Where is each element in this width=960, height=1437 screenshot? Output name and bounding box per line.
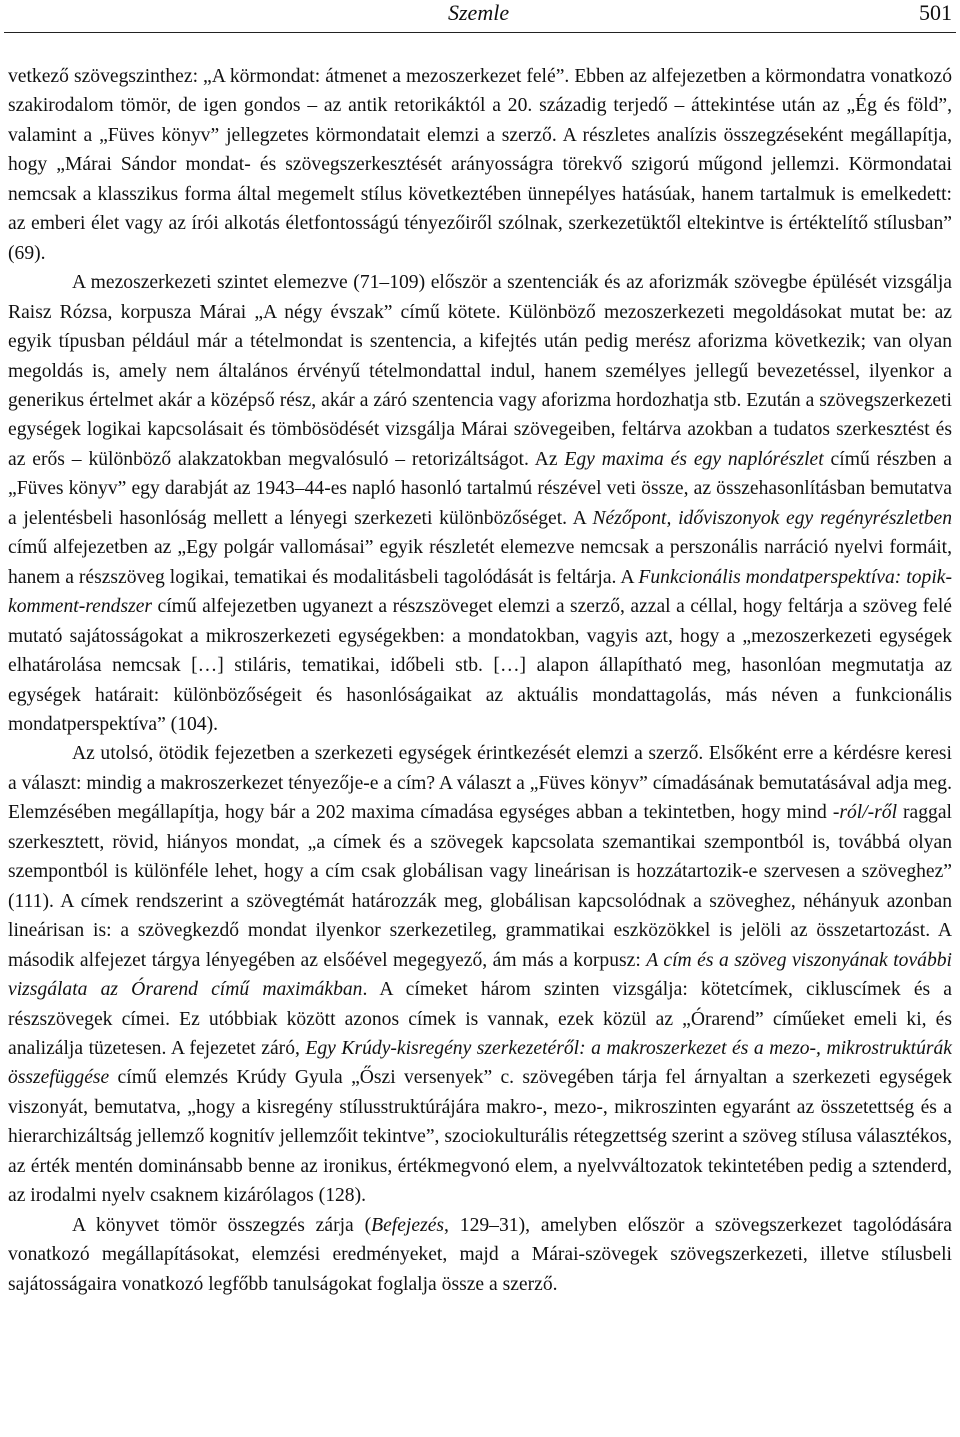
italic-title-run: Egy maxima és egy naplórészlet xyxy=(564,448,824,470)
header-rule xyxy=(4,32,956,33)
running-title: Szemle xyxy=(448,0,510,25)
journal-page xyxy=(8,0,952,1437)
italic-title-run: Funkcionális mondatperspektíva: topik-komment-rendszer xyxy=(8,566,952,618)
italic-title-run: Egy Krúdy-kisregény szerkezetéről: a makroszerkezet és a mezo-, mikrostruktúrák összefüggése xyxy=(8,1037,952,1089)
text-run: című részben a „Füves könyv” egy darabját az 1943–44-es napló hasonló tartalmú részével veti össze, az összehasonlításban bemutatva a jelentésbeli hasonlóság mellett a lényegi szerkezeti különbözőséget. A xyxy=(8,448,953,529)
text-run: című alfejezetben ugyanezt a részszöveget elemzi a szerző, azzal a céllal, hogy feltárja a szöveg felé mutató sajátosságokat a mikroszerkezeti egységekben: a mondatokban, vagyis azt, hogy a „mezoszerkezeti egységek elhatárolása nemcsak […] stiláris, tematikai, időbeli stb. […] alapon állapítható meg, hasonlóan megmutatja az egységek határait: különbözőségeit és hasonlóságaikat az aktuális mondattagolás, más néven a funkcionális mondatperspektíva” (104). xyxy=(8,596,952,735)
text-run: Az utolsó, ötödik fejezetben a szerkezeti egységek érintkezését elemzi a szerző. Elsőként erre a kérdésre keresi a választ: mindig a makroszerkezet tényezője-e a cím? A választ a „Füves könyv” címadásának bemutatásával adja meg. Elemzésében megállapítja, hogy bár a 202 maxima címadása egységes abban a tekintetben, hogy mind xyxy=(8,743,952,824)
italic-title-run: Befejezés xyxy=(371,1214,445,1236)
page-number: 501 xyxy=(919,0,952,25)
text-run: című alfejezetben az „Egy polgár vallomásai” egyik részletét elemezve nemcsak a perszonális narráció nyelvi formáit, hanem a részszöveg logikai, tematikai és modalitásbeli tagolódását is feltárja. A xyxy=(8,537,952,588)
paragraph-2 xyxy=(8,268,952,739)
italic-title-run: -ról/-ről xyxy=(832,802,898,824)
text-run: . A címeket három szinten vizsgálja: kötetcímek, cikluscímek és a részszövegek címei. Ez utóbbiak között azonos címek is vannak, ezek közül az „Órarend” címűeket emeli ki, és analizálja tüzetesen. A fejezetet záró, xyxy=(8,979,953,1059)
text-run: vetkező szövegszinthez: „A körmondat: átmenet a mezoszerkezet felé”. Ebben az alfejezetben a körmondatra vonatkozó szakirodalom tömör, de igen gondos – az antik retorikáktól a 20. századig terjedő – áttekintése után az „Ég és föld”, valamint a „Füves könyv” jellegzetes körmondatait elemzi a szerző. A részletes analízis összegzéseként megállapítja, hogy „Márai Sándor mondat- és szövegszerkesztését arányosságra törekvő szigorú műgond jellemzi. Körmondatai nemcsak a klasszikus forma által megemelt stílus következtében ünnepélyes hatásúak, hanem tartalmuk is emelkedett: az emberi élet vagy az írói alkotás életfontosságú tényezőiről szólnak, szerkezetüktől eltekintve is értéktelítő stílusban” (69). xyxy=(8,66,952,264)
article-body xyxy=(8,62,952,1299)
text-run: A könyvet tömör összegzés zárja ( xyxy=(72,1214,372,1236)
text-run: raggal szerkesztett, rövid, hiányos mondat, „a címek és a szövegek kapcsolata szemantikai szempontból is, továbbá olyan szempontból is különféle lehet, hogy a cím csak globálisan vagy lineárisan is hozzátartozik-e szervesen a szöveghez” (111). A címek rendszerint a szövegtémát határozzák meg, globálisan kapcsolódnak a szöveghez, néhányuk azonban lineárisan is: a szövegkezdő mondat ilyenkor szerkezetileg, grammatikai eszközökkel is jelöli az összetartozást. A második alfejezet tárgya lényegében az elsőével megegyező, ám más a korpusz: xyxy=(8,802,952,971)
paragraph-4 xyxy=(8,1211,952,1299)
text-run: című elemzés Krúdy Gyula „Őszi versenyek” c. szövegében tárja fel árnyaltan a szerkezeti egységek viszonyát, bemutatva, „hogy a kisregény stílusstruktúrájára makro-, mezo-, mikroszinten egyaránt az összetettség és a hierarchizáltság jellemző kognitív jellemzőit tekintve”, szociokulturális rétegzettség szerint a szöveg stílusa választékos, az érték mentén dominánsabb benne az ironikus, értékmegvonó elem, a nyelvváltozatok tekintetében pedig a sztenderd, az irodalmi nyelv csaknem kizárólagos (128). xyxy=(8,1067,952,1207)
text-run: , 129–31), amelyben először a szövegszerkezet tagolódására vonatkozó megállapításokat, elemzési eredményeket, majd a Márai-szövegek szövegszerkezeti, illetve stílusbeli sajátosságaira vonatkozó legfőbb tanulságokat foglalja össze a szerző. xyxy=(8,1214,953,1295)
italic-title-run: A cím és a szöveg viszonyának további vizsgálata az Órarend című maximákban xyxy=(8,949,952,1001)
text-run: A mezoszerkezeti szintet elemezve (71–109) először a szentenciák és az aforizmák szövegbe épülését vizsgálja Raisz Rózsa, korpusza Márai „A négy évszak” című kötete. Különböző mezoszerkezeti megoldásokat mutat be: az egyik típusban például már a tételmondat is szentencia, a kifejtés után pedig merész aforizma következik; van olyan megoldás is, amely nem általános érvényű tételmondattal indul, hanem személyes jellegű bevezetéssel, ilyenkor a generikus értelmet akár a középső rész, akár a záró szentencia vagy aforizma hordozhatja stb. Ezután a szövegszerkezeti egységek logikai kapcsolásait és tömbösödését vizsgálja Márai szövegeiben, feltárva azokban a tudatos szerkesztést és az erős – különböző alakzatokban megvalósuló – retorizáltságot. Az xyxy=(8,272,952,470)
page-header xyxy=(8,2,952,32)
paragraph-1 xyxy=(8,62,952,268)
paragraph-3 xyxy=(8,739,952,1210)
italic-title-run: Nézőpont, időviszonyok egy regényrészletben xyxy=(592,507,952,529)
